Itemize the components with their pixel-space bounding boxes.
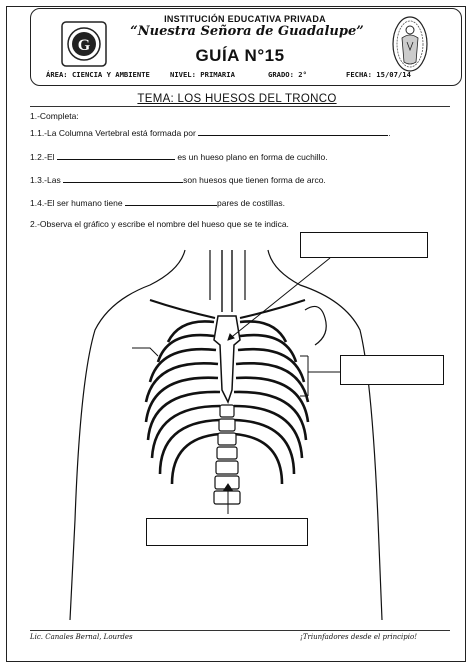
question-1-2-suffix: es un hueso plano en forma de cuchillo. — [177, 152, 328, 162]
question-1-1-suffix: . — [388, 128, 391, 138]
level-label: NIVEL: PRIMARIA — [170, 70, 235, 79]
footer-author: Lic. Canales Bernal, Lourdes — [30, 633, 133, 641]
answer-box-sternum[interactable] — [300, 232, 428, 258]
school-label: INSTITUCIÓN EDUCATIVA PRIVADA — [164, 14, 326, 24]
right-ribs — [234, 321, 308, 484]
question-1-2-text: 1.2.-El — [30, 152, 55, 162]
footer-motto: ¡Triunfadores desde el principio! — [300, 633, 418, 641]
question-1-3-suffix: son huesos que tienen forma de arco. — [183, 175, 326, 185]
answer-box-ribs[interactable] — [340, 355, 444, 385]
question-1-1-text: 1.1.-La Columna Vertebral está formada por — [30, 128, 196, 138]
section2-heading: 2.-Observa el gráfico y escribe el nombre del hueso que se te indica. — [30, 219, 289, 229]
grade-label: GRADO: 2° — [268, 70, 307, 79]
logo-letter: G — [77, 37, 91, 54]
topic-title: TEMA: LOS HUESOS DEL TRONCO — [137, 93, 337, 105]
question-1-4-text: 1.4.-El ser humano tiene — [30, 198, 123, 208]
school-name: “Nuestra Señora de Guadalupe” — [130, 24, 364, 39]
date-label: FECHA: 15/07/14 — [346, 70, 411, 79]
question-1-3-text: 1.3.-Las — [30, 175, 61, 185]
left-ribs — [146, 321, 220, 484]
question-1-4-suffix: pares de costillas. — [216, 198, 286, 208]
answer-box-spine[interactable] — [146, 518, 308, 546]
footer-divider — [30, 630, 450, 631]
guide-title: GUÍA N°15 — [195, 46, 285, 65]
area-label: ÁREA: CIENCIA Y AMBIENTE — [46, 70, 150, 79]
section1-heading: 1.-Completa: — [30, 111, 79, 121]
